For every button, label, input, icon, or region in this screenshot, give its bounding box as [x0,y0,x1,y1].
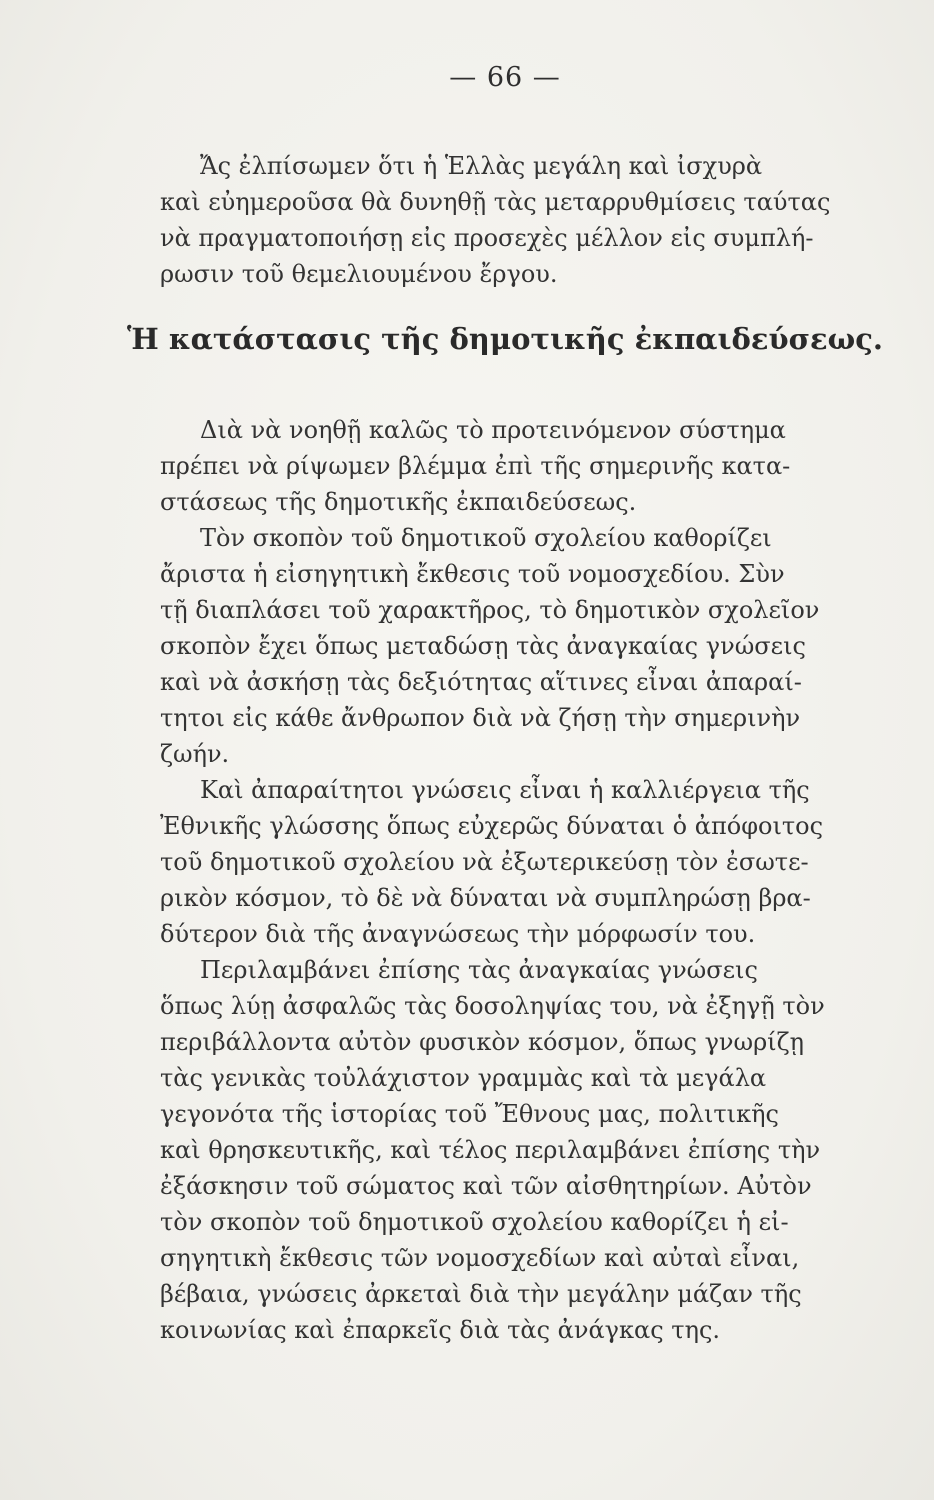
paragraph [160,412,900,520]
paragraph [160,520,900,772]
text-line: ρικὸν κόσμον, τὸ δὲ νὰ δύναται νὰ συμπληρώσῃ βρα- [160,884,811,912]
text-line: καὶ νὰ ἀσκήσῃ τὰς δεξιότητας αἵτινες εἶναι ἀπαραί- [160,668,802,696]
text-line: Ἄς ἐλπίσωμεν ὅτι ἡ Ἑλλὰς μεγάλη καὶ ἰσχυρὰ [200,152,763,180]
section-body [160,412,900,1348]
section-heading: Ἡ κατάστασις τῆς δημοτικῆς ἐκπαιδεύσεως. [127,322,883,356]
text-line: νὰ πραγματοποιήσῃ εἰς προσεχὲς μέλλον εἰς συμπλή- [160,224,814,252]
paragraph [160,772,900,952]
text-line: καὶ εὐημεροῦσα θὰ δυνηθῇ τὰς μεταρρυθμίσεις ταύτας [160,188,831,216]
intro-paragraph [160,148,900,292]
text-line: ρωσιν τοῦ θεμελιουμένου ἔργου. [160,260,558,288]
text-line: δύτερον διὰ τῆς ἀναγνώσεως τὴν μόρφωσίν του. [160,920,756,948]
text-line: βέβαια, γνώσεις ἀρκεταὶ διὰ τὴν μεγάλην μάζαν τῆς [160,1280,802,1308]
text-line: ζωήν. [160,740,230,768]
text-line: Ἐθνικῆς γλώσσης ὅπως εὐχερῶς δύναται ὁ ἀπόφοιτος [160,812,824,840]
text-line: Περιλαμβάνει ἐπίσης τὰς ἀναγκαίας γνώσεις [200,956,758,984]
text-line: τοῦ δημοτικοῦ σχολείου νὰ ἐξωτερικεύσῃ τὸν ἐσωτε- [160,848,809,876]
text-line: Διὰ νὰ νοηθῇ καλῶς τὸ προτεινόμενον σύστημα [200,416,786,444]
text-line: τῇ διαπλάσει τοῦ χαρακτῆρος, τὸ δημοτικὸν σχολεῖον [160,596,820,624]
text-line: σκοπὸν ἔχει ὅπως μεταδώσῃ τὰς ἀναγκαίας γνώσεις [160,632,806,660]
text-line: τητοι εἰς κάθε ἄνθρωπον διὰ νὰ ζήσῃ τὴν σημερινὴν [160,704,801,732]
text-line: σηγητικὴ ἔκθεσις τῶν νομοσχεδίων καὶ αὐταὶ εἶναι, [160,1244,800,1272]
text-line: κοινωνίας καὶ ἐπαρκεῖς διὰ τὰς ἀνάγκας της. [160,1316,721,1344]
text-line: πρέπει νὰ ρίψωμεν βλέμμα ἐπὶ τῆς σημερινῆς κατα- [160,452,791,480]
text-line: καὶ θρησκευτικῆς, καὶ τέλος περιλαμβάνει ἐπίσης τὴν [160,1136,821,1164]
text-line: τὸν σκοπὸν τοῦ δημοτικοῦ σχολείου καθορίζει ἡ εἰ- [160,1208,789,1236]
text-line: περιβάλλοντα αὐτὸν φυσικὸν κόσμον, ὅπως γνωρίζῃ [160,1028,804,1056]
text-line: ἐξάσκησιν τοῦ σώματος καὶ τῶν αἰσθητηρίων. Αὐτὸν [160,1172,812,1200]
text-line: γεγονότα τῆς ἱστορίας τοῦ Ἔθνους μας, πολιτικῆς [160,1100,779,1128]
paragraph [160,148,900,292]
text-line: ὅπως λύῃ ἀσφαλῶς τὰς δοσοληψίας του, νὰ ἐξηγῇ τὸν [160,992,825,1020]
text-line: στάσεως τῆς δημοτικῆς ἐκπαιδεύσεως. [160,488,637,516]
text-line: τὰς γενικὰς τοὐλάχιστον γραμμὰς καὶ τὰ μεγάλα [160,1064,767,1092]
page-number: — 66 — [449,62,561,93]
text-line: Καὶ ἀπαραίτητοι γνώσεις εἶναι ἡ καλλιέργεια τῆς [200,776,810,804]
text-line: Τὸν σκοπὸν τοῦ δημοτικοῦ σχολείου καθορίζει [200,524,772,552]
text-line: ἄριστα ἡ εἰσηγητικὴ ἔκθεσις τοῦ νομοσχεδίου. Σὺν [160,560,785,588]
paragraph [160,952,900,1348]
